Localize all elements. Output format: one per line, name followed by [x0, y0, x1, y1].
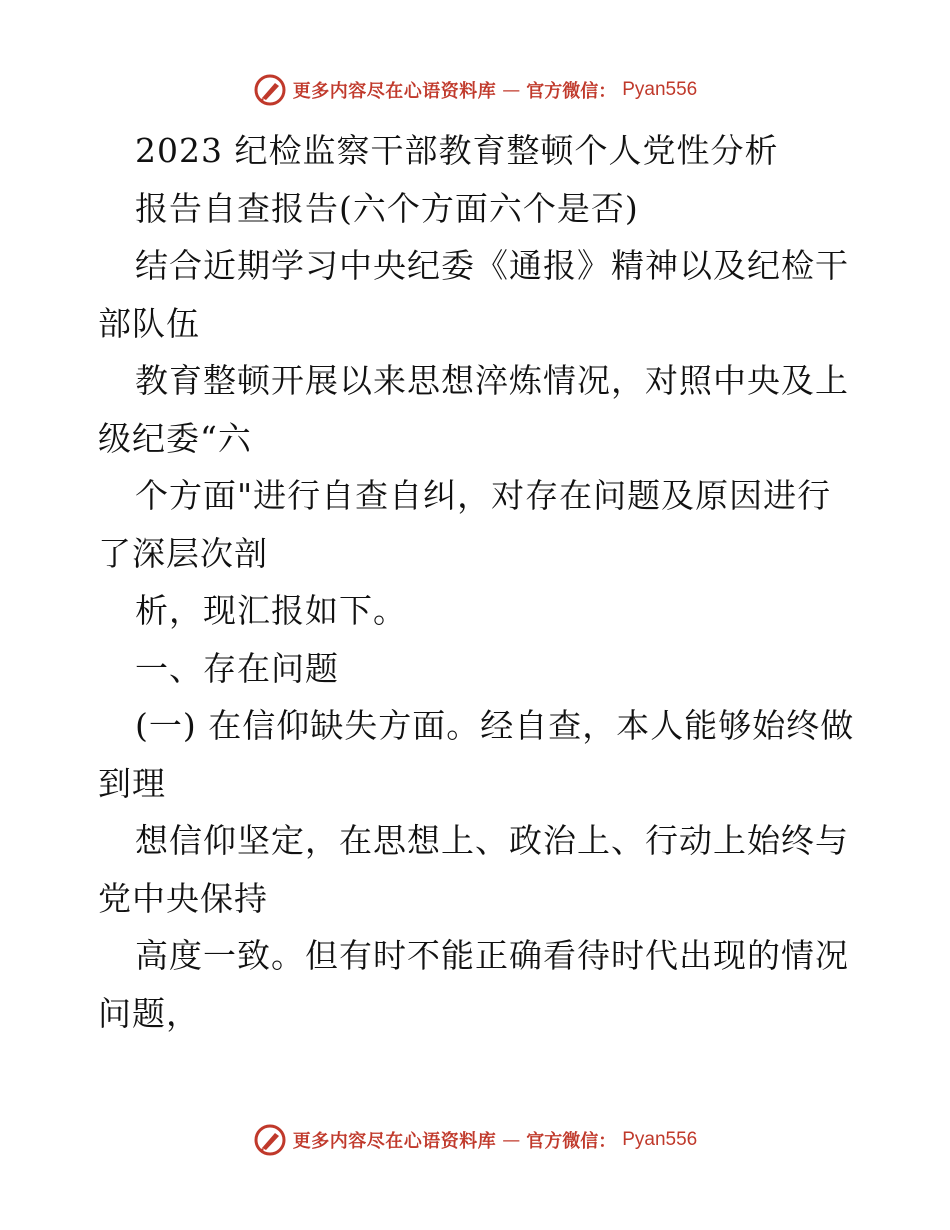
doc-line-9: 析，现汇报如下。	[135, 591, 407, 630]
banner-wechat-id: Pyan556	[622, 79, 698, 100]
doc-line-8: 了深层次剖	[98, 533, 268, 573]
doc-line-5: 教育整顿开展以来思想淬炼情况，对照中央及上	[135, 361, 849, 400]
banner-wechat-id: Pyan556	[622, 1129, 698, 1150]
doc-line-13: 想信仰坚定，在思想上、政治上、行动上始终与	[135, 821, 849, 860]
doc-line-15: 高度一致。但有时不能正确看待时代出现的情况	[135, 936, 849, 975]
doc-line-4: 部队伍	[98, 303, 200, 343]
doc-line-14: 党中央保持	[98, 878, 268, 918]
banner-dash: —	[502, 1129, 521, 1151]
pen-logo-icon	[253, 1123, 287, 1157]
doc-line-3: 结合近期学习中央纪委《通报》精神以及纪检干	[135, 246, 849, 285]
doc-line-1: 2023 纪检监察干部教育整顿个人党性分析	[135, 131, 779, 170]
banner-dash: —	[502, 79, 521, 101]
doc-line-10: 一、存在问题	[135, 648, 339, 688]
banner-text: 更多内容尽在心语资料库	[292, 1131, 497, 1152]
document-body	[98, 122, 858, 1042]
header-banner	[0, 70, 950, 110]
banner-text: 更多内容尽在心语资料库	[292, 81, 497, 102]
footer-banner	[0, 1120, 950, 1160]
banner-wechat-label: 官方微信：	[526, 81, 617, 102]
doc-line-2: 报告自查报告(六个方面六个是否)	[135, 188, 639, 228]
pen-logo-icon	[253, 73, 287, 107]
doc-line-11: (一) 在信仰缺失方面。经自查，本人能够始终做	[135, 706, 855, 745]
doc-line-7: 个方面"进行自查自纠，对存在问题及原因进行	[135, 476, 832, 515]
doc-line-6: 级纪委“六	[98, 418, 252, 458]
banner-wechat-label: 官方微信：	[526, 1131, 617, 1152]
doc-line-12: 到理	[98, 763, 166, 803]
doc-line-16: 问题，	[98, 993, 200, 1033]
